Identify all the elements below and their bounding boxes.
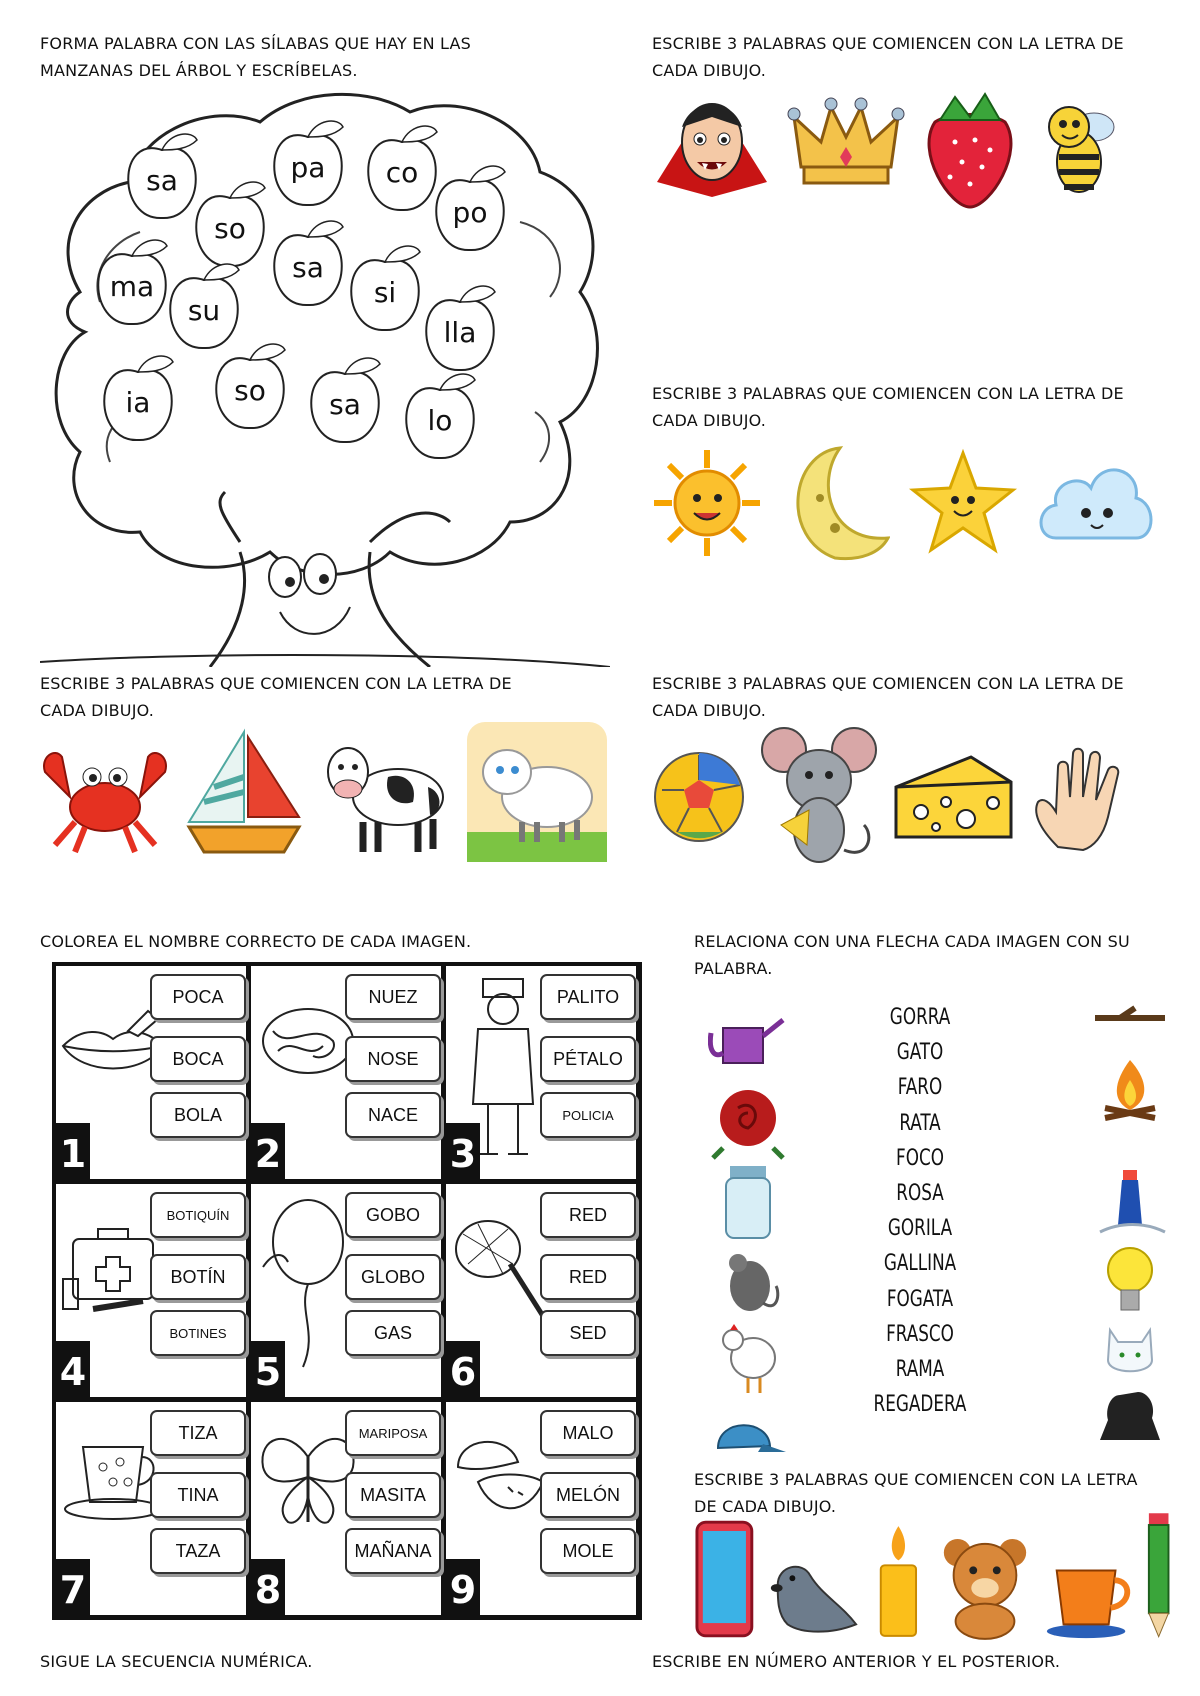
candle-icon: [869, 1520, 928, 1640]
moon-icon: [780, 443, 890, 563]
tree-instruction: FORMA PALABRA CON LAS SÍLABAS QUE HAY EN LAS MANZANAS DEL ÁRBOL Y ESCRÍBELAS.: [40, 34, 472, 80]
apple-syllable: [128, 134, 197, 218]
name-option[interactable]: MALO: [540, 1410, 636, 1456]
color-cell-5: [251, 1184, 441, 1397]
apple-syllable-text: so: [214, 212, 246, 245]
cell-number: 1: [56, 1123, 90, 1179]
ball-icon: [652, 750, 747, 845]
before-after-instruction: ESCRIBE EN NÚMERO ANTERIOR Y EL POSTERIOR.: [652, 1652, 1061, 1671]
name-option[interactable]: NACE: [345, 1092, 441, 1138]
name-option[interactable]: PÉTALO: [540, 1036, 636, 1082]
apple-syllable: [274, 221, 343, 305]
bear-icon: [936, 1530, 1034, 1640]
match-word[interactable]: GORILA: [887, 1216, 953, 1242]
name-option[interactable]: MELÓN: [540, 1472, 636, 1518]
apple-syllable: [216, 344, 285, 428]
apple-syllable: [196, 182, 265, 266]
name-option[interactable]: SED: [540, 1310, 636, 1356]
apple-tree-drawing: [40, 82, 610, 667]
color-cell-9: [446, 1402, 636, 1615]
match-word[interactable]: REGADERA: [873, 1392, 967, 1418]
name-option[interactable]: MARIPOSA: [345, 1410, 441, 1456]
name-option[interactable]: GLOBO: [345, 1254, 441, 1300]
crown-icon: [786, 92, 906, 202]
cell-number: 7: [56, 1559, 90, 1615]
name-option[interactable]: MOLE: [540, 1528, 636, 1574]
apple-syllable-text: so: [234, 374, 266, 407]
color-cell-1: [56, 966, 246, 1179]
apple-syllable: [104, 356, 173, 440]
apple-syllable: [436, 166, 505, 250]
match-left-pictures: [708, 1008, 788, 1468]
letters-instruction-2: ESCRIBE 3 PALABRAS QUE COMIENCEN CON LA LETRA DE CADA DIBUJO.: [652, 384, 1124, 430]
letters-instruction-5: ESCRIBE 3 PALABRAS QUE COMIENCEN CON LA LETRA DE CADA DIBUJO.: [694, 1470, 1138, 1516]
apple-syllable-text: lo: [427, 404, 453, 437]
name-option[interactable]: MASITA: [345, 1472, 441, 1518]
apple-syllable-text: sa: [329, 388, 361, 421]
cell-number: 9: [446, 1559, 480, 1615]
cell-number: 4: [56, 1341, 90, 1397]
apple-syllable: [274, 121, 343, 205]
apple-syllable-text: po: [452, 196, 488, 229]
match-word-list: [869, 1000, 971, 1422]
match-word[interactable]: GATO: [896, 1040, 944, 1066]
match-word[interactable]: GALLINA: [883, 1251, 957, 1277]
cell-number: 2: [251, 1123, 285, 1179]
color-cell-8: [251, 1402, 441, 1615]
name-option[interactable]: BOTÍN: [150, 1254, 246, 1300]
apple-syllable-text: pa: [290, 151, 326, 184]
name-option[interactable]: PALITO: [540, 974, 636, 1020]
apple-syllable: [368, 126, 437, 210]
apple-syllable: [406, 374, 475, 458]
sheep-icon: [467, 722, 607, 862]
rose-icon: [713, 1090, 783, 1158]
apple-syllable-text: ia: [125, 386, 151, 419]
pictures-row-4: [652, 722, 1172, 872]
apple-syllable-text: sa: [146, 164, 178, 197]
pictures-row-5: [694, 1510, 1174, 1640]
name-option[interactable]: GAS: [345, 1310, 441, 1356]
seal-icon: [763, 1540, 861, 1640]
phone-icon: [694, 1518, 755, 1640]
match-word[interactable]: GORRA: [889, 1005, 951, 1030]
campfire-icon: [1105, 1060, 1155, 1118]
name-option[interactable]: BOTIQUÍN: [150, 1192, 246, 1238]
color-cell-2: [251, 966, 441, 1179]
cow-icon: [318, 727, 453, 857]
color-cell-7: [56, 1402, 246, 1615]
apple-syllable-text: ma: [109, 270, 155, 303]
name-option[interactable]: POLICIA: [540, 1092, 636, 1138]
apple-syllable: [170, 264, 239, 348]
apple-syllable-text: lla: [443, 316, 477, 349]
color-instruction: COLOREA EL NOMBRE CORRECTO DE CADA IMAGEN.: [40, 932, 472, 951]
name-option[interactable]: TAZA: [150, 1528, 246, 1574]
match-word[interactable]: FOGATA: [886, 1286, 954, 1312]
apple-syllable-text: si: [373, 276, 397, 309]
name-option[interactable]: TIZA: [150, 1410, 246, 1456]
name-option[interactable]: BOLA: [150, 1092, 246, 1138]
apple-syllable-text: sa: [292, 251, 324, 284]
apple-syllable-text: su: [187, 294, 221, 327]
match-instruction: RELACIONA CON UNA FLECHA CADA IMAGEN CON SU PALABRA.: [694, 932, 1130, 978]
pictures-row-1: [652, 82, 1172, 212]
apple-syllable-text: co: [385, 156, 419, 189]
name-option[interactable]: RED: [540, 1192, 636, 1238]
cloud-icon: [1036, 453, 1156, 553]
rat-icon: [729, 1254, 778, 1311]
name-option[interactable]: NOSE: [345, 1036, 441, 1082]
cell-number: 6: [446, 1341, 480, 1397]
name-option[interactable]: NUEZ: [345, 974, 441, 1020]
name-option[interactable]: GOBO: [345, 1192, 441, 1238]
hand-icon: [1028, 742, 1138, 852]
name-option[interactable]: MAÑANA: [345, 1528, 441, 1574]
pictures-row-2: [652, 438, 1172, 568]
gorilla-icon: [1100, 1392, 1160, 1440]
color-cell-6: [446, 1184, 636, 1397]
color-cell-3: [446, 966, 636, 1179]
hen-icon: [723, 1324, 775, 1393]
crab-icon: [40, 727, 170, 857]
vampire-icon: [652, 87, 772, 207]
letters-instruction-3: ESCRIBE 3 PALABRAS QUE COMIENCEN CON LA LETRA DE CADA DIBUJO.: [40, 674, 512, 720]
pencil-icon: [1143, 1510, 1174, 1640]
match-word[interactable]: FOCO: [896, 1145, 944, 1171]
match-word[interactable]: RATA: [899, 1110, 941, 1136]
name-option[interactable]: BOCA: [150, 1036, 246, 1082]
match-word[interactable]: FARO: [897, 1075, 943, 1101]
cup-icon: [1042, 1550, 1135, 1640]
bulb-icon: [1108, 1248, 1152, 1310]
strawberry-icon: [920, 82, 1020, 212]
jar-icon: [726, 1166, 770, 1238]
cell-number: 5: [251, 1341, 285, 1397]
sailboat-icon: [184, 727, 304, 857]
sequence-instruction: SIGUE LA SECUENCIA NUMÉRICA.: [40, 1652, 313, 1671]
name-option[interactable]: BOTINES: [150, 1310, 246, 1356]
color-cell-4: [56, 1184, 246, 1397]
match-word[interactable]: RAMA: [895, 1357, 945, 1383]
name-option[interactable]: TINA: [150, 1472, 246, 1518]
watering-can-icon: [710, 1020, 783, 1063]
match-right-pictures: [1090, 1000, 1170, 1440]
sun-icon: [652, 448, 762, 558]
match-word[interactable]: ROSA: [896, 1181, 944, 1207]
lighthouse-icon: [1100, 1170, 1165, 1232]
cell-number: 8: [251, 1559, 285, 1615]
color-name-grid: [52, 962, 642, 1620]
cell-number: 3: [446, 1123, 480, 1179]
branch-icon: [1095, 1008, 1165, 1018]
star-icon: [908, 448, 1018, 558]
apple-syllable: [311, 358, 380, 442]
mouse-icon: [759, 725, 879, 870]
name-option[interactable]: POCA: [150, 974, 246, 1020]
name-option[interactable]: RED: [540, 1254, 636, 1300]
apple-syllable: [426, 286, 495, 370]
letters-instruction-1: ESCRIBE 3 PALABRAS QUE COMIENCEN CON LA LETRA DE CADA DIBUJO.: [652, 34, 1124, 80]
apple-syllable: [351, 246, 420, 330]
letters-instruction-4: ESCRIBE 3 PALABRAS QUE COMIENCEN CON LA LETRA DE CADA DIBUJO.: [652, 674, 1124, 720]
cap-icon: [708, 1408, 788, 1468]
bee-icon: [1034, 92, 1124, 202]
match-word[interactable]: FRASCO: [886, 1321, 954, 1347]
cheese-icon: [891, 747, 1016, 847]
cat-icon: [1108, 1330, 1152, 1371]
pictures-row-3: [40, 722, 610, 862]
